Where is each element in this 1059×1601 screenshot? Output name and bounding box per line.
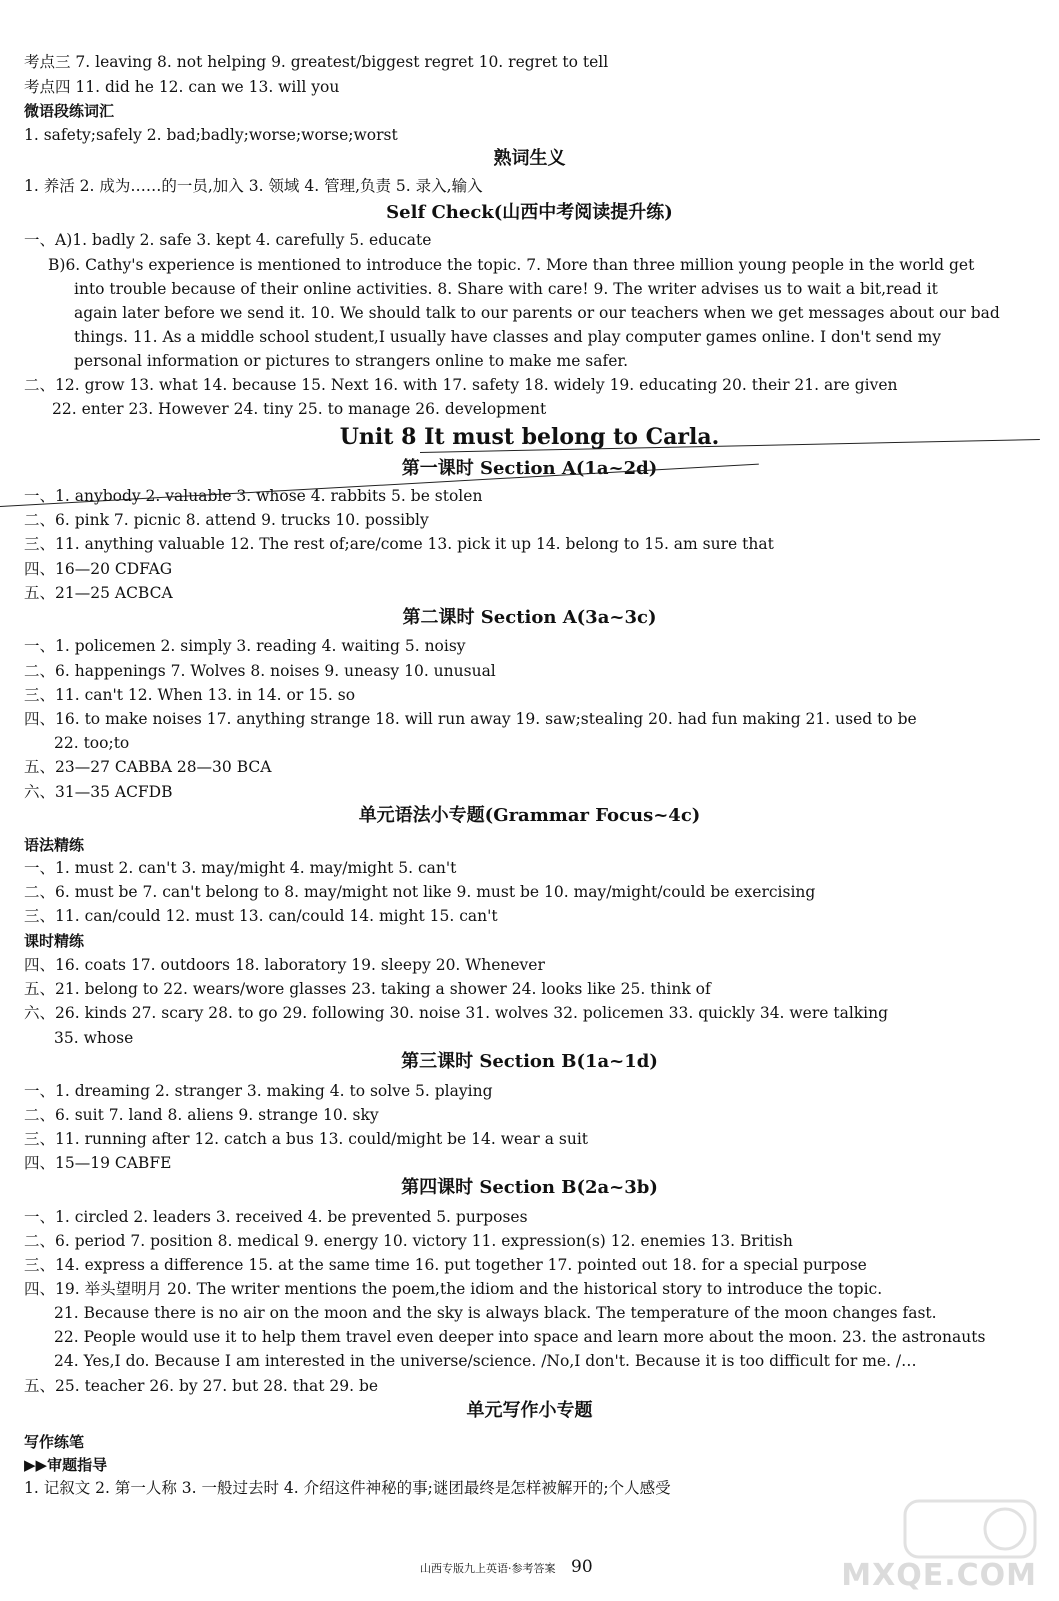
answer-line: 考点三 7. leaving 8. not helping 9. greatest/biggest regret 10. regret to tell — [24, 53, 609, 71]
heading-familiar-words: 熟词生义 — [493, 148, 566, 169]
answer-line: 三、11. can't 12. When 13. in 14. or 15. so — [24, 686, 356, 704]
unit-title: Unit 8 It must belong to Carla. — [339, 424, 720, 450]
answer-line: 二、6. pink 7. picnic 8. attend 9. trucks 10. possibly — [24, 511, 429, 529]
answer-line: 四、16. to make noises 17. anything strange 18. will run away 19. saw;stealing 20. had fun making 21. used to be — [24, 710, 917, 728]
answer-line: 五、25. teacher 26. by 27. but 28. that 29. be — [24, 1377, 379, 1395]
subheading-vocab: 微语段练词汇 — [24, 102, 115, 120]
answer-line: 二、6. must be 7. can't belong to 8. may/might not like 9. must be 10. may/might/could be exercising — [24, 883, 816, 901]
answer-line: 22. too;to — [54, 734, 130, 752]
answer-line: 1. safety;safely 2. bad;badly;worse;worse;worst — [24, 126, 398, 144]
answer-line: 五、23—27 CABBA 28—30 BCA — [24, 758, 272, 776]
answer-line: 六、31—35 ACFDB — [24, 783, 173, 801]
subheading-lesson-drill: 课时精练 — [24, 932, 85, 950]
answer-line: 二、12. grow 13. what 14. because 15. Next 16. with 17. safety 18. widely 19. educating 20. their 21. are given — [24, 376, 898, 394]
answer-line: 一、1. circled 2. leaders 3. received 4. be prevented 5. purposes — [24, 1208, 528, 1226]
answer-line: again later before we send it. 10. We should talk to our parents or our teachers when we get messages about our bad — [74, 304, 1000, 322]
heading-lesson-1: 第一课时 Section A(1a~2d) — [401, 458, 658, 479]
heading-writing: 单元写作小专题 — [466, 1400, 593, 1421]
site-watermark — [841, 1497, 1045, 1597]
subheading-guide: ▶▶审题指导 — [24, 1456, 108, 1474]
heading-lesson-2: 第二课时 Section A(3a~3c) — [402, 607, 657, 628]
answer-line: 22. People would use it to help them travel even deeper into space and learn more about the moon. 23. the astronauts — [54, 1328, 986, 1346]
answer-line: 一、1. anybody 2. valuable 3. whose 4. rabbits 5. be stolen — [24, 487, 483, 505]
answer-line: 1. 养活 2. 成为……的一员,加入 3. 领域 4. 管理,负责 5. 录入,输入 — [24, 177, 483, 195]
answer-line: 35. whose — [54, 1029, 134, 1047]
answer-line: 二、6. period 7. position 8. medical 9. energy 10. victory 11. expression(s) 12. enemies 13. British — [24, 1232, 793, 1250]
answer-line: 考点四 11. did he 12. can we 13. will you — [24, 78, 340, 96]
answer-line: 四、16—20 CDFAG — [24, 560, 173, 578]
answer-line: 21. Because there is no air on the moon and the sky is always black. The temperature of the moon changes fast. — [54, 1304, 937, 1322]
answer-line: things. 11. As a middle school student,I usually have classes and play computer games online. I don't send my — [74, 328, 942, 346]
footer-label: 山西专版九上英语·参考答案 — [420, 1562, 556, 1575]
answer-line: into trouble because of their online activities. 8. Share with care! 9. The writer advises us to wait a bit,read it — [74, 280, 938, 298]
answer-line: 24. Yes,I do. Because I am interested in the universe/science. /No,I don't. Because it is too difficult for me. /… — [54, 1352, 917, 1370]
heading-lesson-4: 第四课时 Section B(2a~3b) — [401, 1177, 658, 1198]
page-number: 90 — [571, 1557, 593, 1577]
answer-line: 1. 记叙文 2. 第一人称 3. 一般过去时 4. 介绍这件神秘的事;谜团最终是怎样被解开的;个人感受 — [24, 1479, 671, 1497]
answer-line: 三、14. express a difference 15. at the same time 16. put together 17. pointed out 18. for a special purpose — [24, 1256, 867, 1274]
answer-line: 一、A)1. badly 2. safe 3. kept 4. carefully 5. educate — [24, 231, 432, 249]
heading-lesson-3: 第三课时 Section B(1a~1d) — [401, 1051, 658, 1072]
answer-line: 六、26. kinds 27. scary 28. to go 29. following 30. noise 31. wolves 32. policemen 33. quickly 34. were talking — [24, 1004, 889, 1022]
heading-self-check: Self Check(山西中考阅读提升练) — [386, 202, 673, 223]
answer-line: 一、1. dreaming 2. stranger 3. making 4. to solve 5. playing — [24, 1082, 493, 1100]
answer-line: personal information or pictures to strangers online to make me safer. — [74, 352, 629, 370]
watermark-text: MXQE.COM — [841, 1558, 1037, 1593]
answer-line: 四、19. 举头望明月 20. The writer mentions the poem,the idiom and the historical story to introduce the topic. — [24, 1280, 883, 1298]
answer-line: 一、1. must 2. can't 3. may/might 4. may/might 5. can't — [24, 859, 457, 877]
answer-line: 二、6. suit 7. land 8. aliens 9. strange 10. sky — [24, 1106, 379, 1124]
answer-line: 四、15—19 CABFE — [24, 1154, 172, 1172]
heading-grammar: 单元语法小专题(Grammar Focus~4c) — [358, 805, 701, 826]
answer-line: 一、1. policemen 2. simply 3. reading 4. waiting 5. noisy — [24, 637, 466, 655]
answer-line: 四、16. coats 17. outdoors 18. laboratory 19. sleepy 20. Whenever — [24, 956, 545, 974]
answer-line: 三、11. anything valuable 12. The rest of;are/come 13. pick it up 14. belong to 15. am sure that — [24, 535, 774, 553]
answer-line: 三、11. running after 12. catch a bus 13. could/might be 14. wear a suit — [24, 1130, 589, 1148]
answer-line: 五、21. belong to 22. wears/wore glasses 23. taking a shower 24. looks like 25. think of — [24, 980, 711, 998]
answer-line: B)6. Cathy's experience is mentioned to introduce the topic. 7. More than three million young people in the world get — [48, 256, 975, 274]
answer-line: 五、21—25 ACBCA — [24, 584, 173, 602]
answer-line: 三、11. can/could 12. must 13. can/could 14. might 15. can't — [24, 907, 498, 925]
subheading-writing-drill: 写作练笔 — [24, 1433, 85, 1451]
page-footer — [420, 1557, 593, 1577]
subheading-grammar-drill: 语法精练 — [24, 836, 85, 854]
answer-line: 二、6. happenings 7. Wolves 8. noises 9. uneasy 10. unusual — [24, 662, 496, 680]
answer-line: 22. enter 23. However 24. tiny 25. to manage 26. development — [52, 400, 547, 418]
